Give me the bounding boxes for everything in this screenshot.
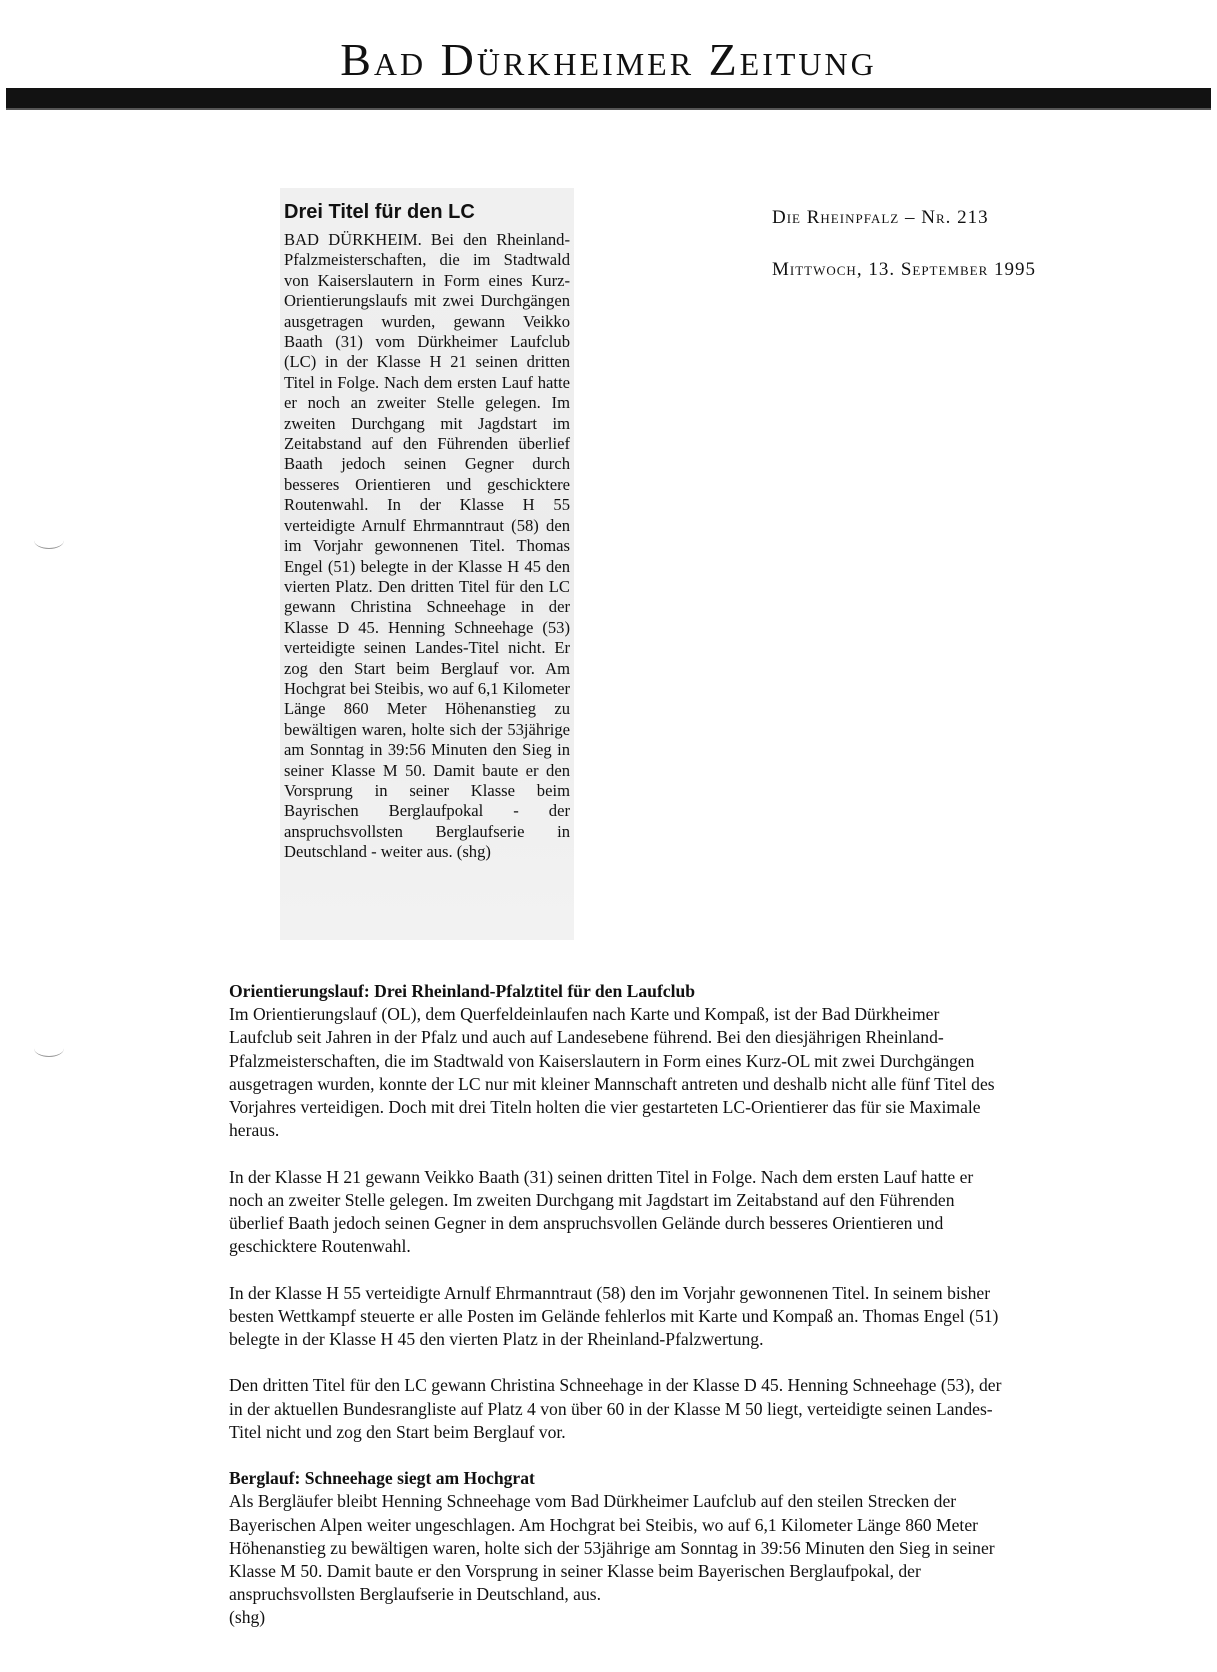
scan-punch-mark bbox=[34, 532, 64, 549]
article-heading-orientierungslauf: Orientierungslauf: Drei Rheinland-Pfalztitel für den Laufclub bbox=[229, 981, 696, 1001]
article-paragraph: Den dritten Titel für den LC gewann Christina Schneehage in der Klasse D 45. Henning Schneehage (53), der in der aktuellen Bundesrangliste auf Platz 4 von über 60 in der Klasse M 50 liegt, verteidigte seinen Landes-Titel nicht und zog den Start beim Berglauf vor. bbox=[229, 1375, 1002, 1442]
newspaper-clipping bbox=[280, 188, 574, 940]
article-paragraph: In der Klasse H 21 gewann Veikko Baath (31) seinen dritten Titel in Folge. Nach dem ersten Lauf hatte er noch an zweiter Stelle gelegen. Im zweiten Durchgang mit Jagdstart im Zeitabstand auf den Führenden überlief Baath jedoch seinen Gegner in dem anspruchsvollen Gelände durch besseres Orientieren und geschicktere Routenwahl. bbox=[229, 1166, 974, 1257]
clipping-headline: Drei Titel für den LC bbox=[284, 201, 475, 223]
scan-punch-mark bbox=[34, 1040, 64, 1057]
clipping-body: BAD DÜRKHEIM. Bei den Rheinland-Pfalzmeisterschaften, die im Stadtwald von Kaiserslautern in Form eines Kurz-Orientierungslaufs mit zwei Durchgängen ausgetragen wurden, gewann Veikko Baath (31) vom Dürkheimer Laufclub (LC) in der Klasse H 21 seinen dritten Titel in Folge. Nach dem ersten Lauf hatte er noch an zweiter Stelle gelegen. Im zweiten Durchgang mit Jagdstart im Zeitabstand auf den Führenden überlief Baath jedoch seinen Gegner durch besseres Orientieren und geschicktere Routenwahl. In der Klasse H 55 verteidigte Arnulf Ehrmanntraut (58) den im Vorjahr gewonnenen Titel. Thomas Engel (51) belegte in der Klasse H 45 den vierten Platz. Den dritten Titel für den LC gewann Christina Schneehage in der Klasse D 45. Henning Schneehage (53) verteidigte seinen Landes-Titel nicht. Er zog den Start beim Berglauf vor. Am Hochgrat bei Steibis, wo auf 6,1 Kilometer Länge 860 Meter Höhenanstieg zu bewältigen waren, holte sich der 53jährige am Sonntag in 39:56 Minuten den Sieg in seiner Klasse M 50. Damit baute er den Vorsprung in seiner Klasse beim Bayrischen Berglaufpokal - der anspruchsvollsten Berglaufserie in Deutschland - weiter aus. (shg) bbox=[284, 230, 570, 862]
article-paragraph: Im Orientierungslauf (OL), dem Querfeldeinlaufen nach Karte und Kompaß, ist der Bad Dürkheimer Laufclub seit Jahren in der Pfalz und auch auf Landesebene führend. Bei den diesjährigen Rheinland-Pfalzmeisterschaften, die im Stadtwald von Kaiserslautern in Form eines Kurz-OL mit zwei Durchgängen ausgetragen wurden, konnte der LC nur mit kleiner Mannschaft antreten und deshalb nicht alle fünf Titel des Vorjahres verteidigen. Doch mit drei Titeln holten die vier gestarteten LC-Orientierer das für sie Maximale heraus. bbox=[229, 1004, 995, 1141]
article-signoff: (shg) bbox=[229, 1607, 266, 1628]
publication-line: Die Rheinpfalz – Nr. 213 bbox=[772, 207, 989, 228]
masthead-title: Bad Dürkheimer Zeitung bbox=[340, 34, 877, 85]
article-heading-berglauf: Berglauf: Schneehage siegt am Hochgrat bbox=[229, 1468, 535, 1489]
masthead-rule bbox=[6, 88, 1211, 110]
source-info bbox=[772, 206, 1092, 310]
article-paragraph: Als Bergläufer bleibt Henning Schneehage vom Bad Dürkheimer Laufclub auf den steilen Strecken der Bayerischen Alpen weiter ungeschlagen. Am Hochgrat bei Steibis, wo auf 6,1 Kilometer Länge 860 Meter Höhenanstieg zu bewältigen waren, holte sich der 53jährige am Sonntag in 39:56 Minuten den Sieg in seiner Klasse M 50. Damit baute er den Vorsprung in seiner Klasse beim Bayerischen Berglaufpokal, der anspruchsvollsten Berglaufserie in Deutschland, aus. bbox=[229, 1491, 995, 1605]
article-paragraph: In der Klasse H 55 verteidigte Arnulf Ehrmanntraut (58) den im Vorjahr gewonnenen Titel. In seinem bisher besten Wettkampf steuerte er alle Posten im Gelände fehlerlos mit Karte und Kompaß an. Thomas Engel (51) belegte in der Klasse H 45 den vierten Platz in der Rheinland-Pfalzwertung. bbox=[229, 1282, 999, 1350]
date-line: Mittwoch, 13. September 1995 bbox=[772, 259, 1037, 280]
article bbox=[229, 980, 1004, 1630]
